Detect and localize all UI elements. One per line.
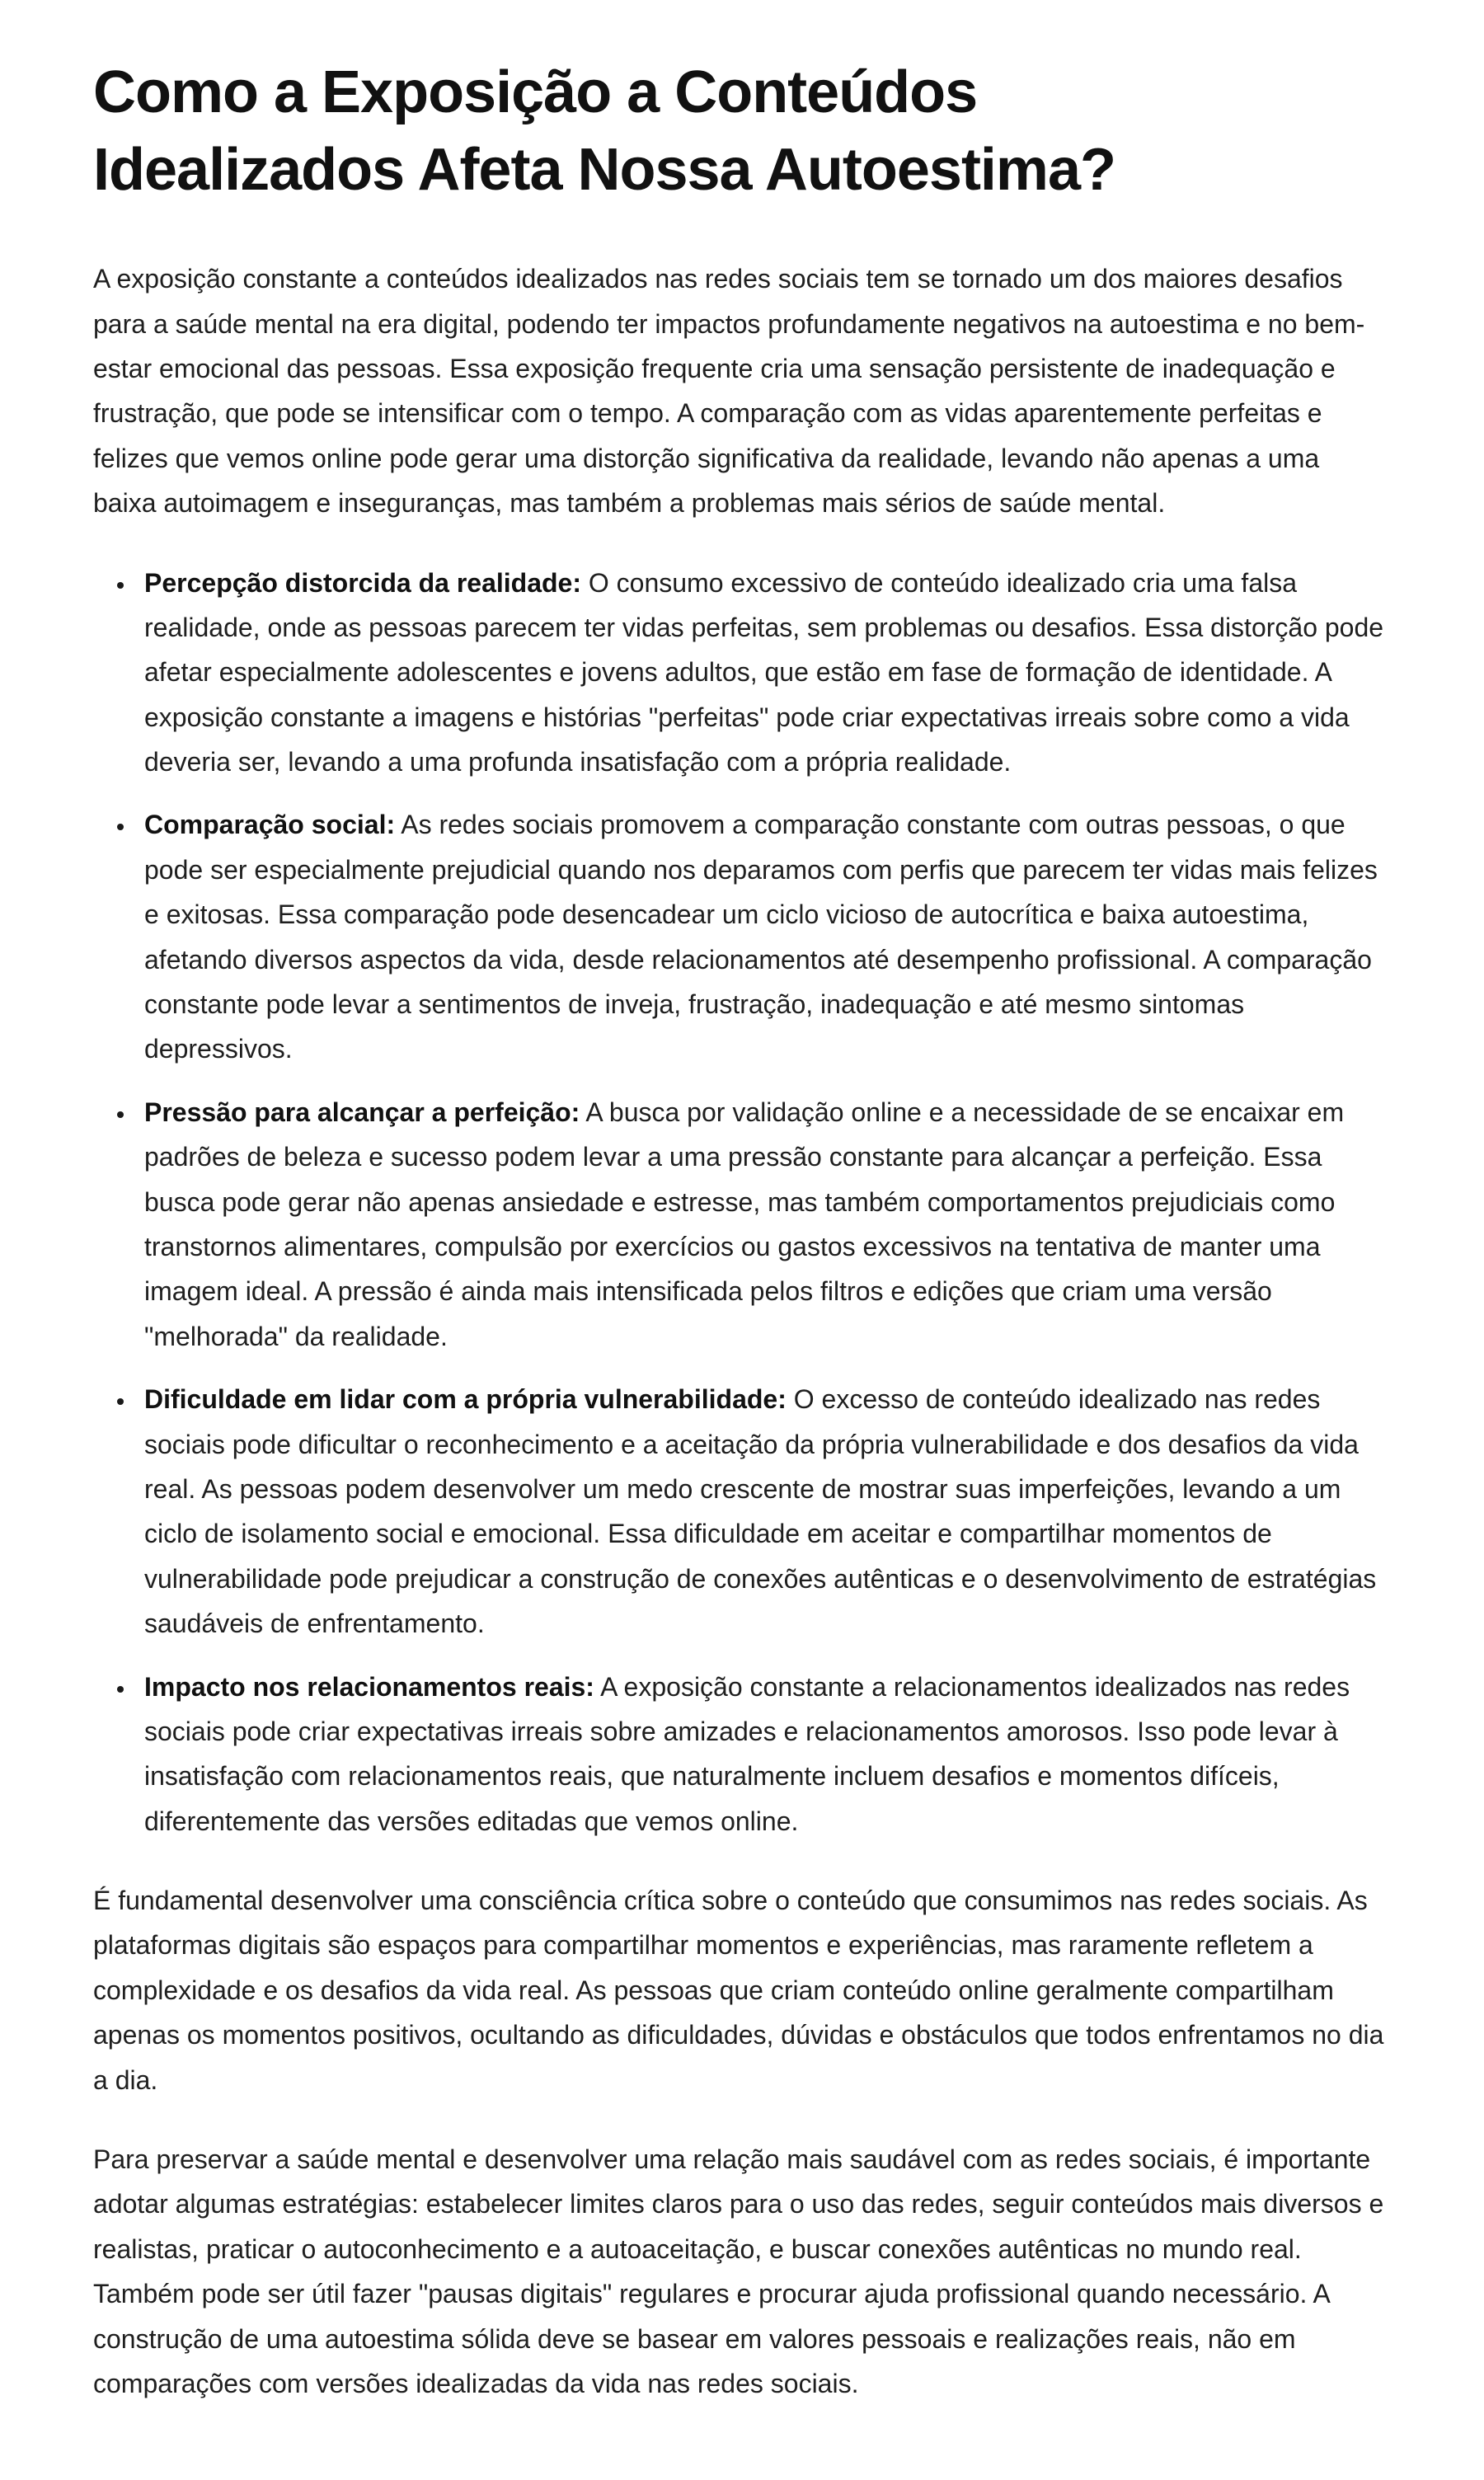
closing-paragraph-strategies: Para preservar a saúde mental e desenvolver uma relação mais saudável com as redes sociais, é importante adotar algumas estratégias: estabelecer limites claros para o uso das redes, seguir conteúdos mais diversos e realistas, praticar o autoconhecimento e a autoaceitação, e buscar conexões autênticas no mundo real. Também pode ser útil fazer "pausas digitais" regulares e procurar ajuda profissional quando necessário. A construção de uma autoestima sólida deve se basear em valores pessoais e realizações reais, não em comparações com versões idealizadas da vida nas redes sociais.	[93, 2144, 1384, 2398]
list-item-social-comparison	[136, 802, 1389, 1071]
list-item-perfection-pressure	[136, 1090, 1389, 1359]
list-item-lead: Impacto nos relacionamentos reais:	[144, 1671, 594, 1702]
impact-list	[93, 561, 1389, 1844]
list-item-text: A exposição constante a relacionamentos idealizados nas redes sociais pode criar expectativas irreais sobre amizades e relacionamentos amorosos. Isso pode levar à insatisfação com relacionamentos reais, que naturalmente incluem desafios e momentos difíceis, diferentemente das versões editadas que vemos online.	[144, 1671, 1350, 1836]
list-item-text: O excesso de conteúdo idealizado nas redes sociais pode dificultar o reconhecimento e a aceitação da própria vulnerabilidade e dos desafios da vida real. As pessoas podem desenvolver um medo crescente de mostrar suas imperfeições, levando a um ciclo de isolamento social e emocional. Essa dificuldade em aceitar e compartilhar momentos de vulnerabilidade pode prejudicar a construção de conexões autênticas e o desenvolvimento de estratégias saudáveis de enfrentamento.	[144, 1384, 1377, 1639]
list-item-lead: Pressão para alcançar a perfeição:	[144, 1097, 580, 1127]
list-item-lead: Comparação social:	[144, 810, 396, 840]
list-item-text: A busca por validação online e a necessidade de se encaixar em padrões de beleza e sucesso podem levar a uma pressão constante para alcançar a perfeição. Essa busca pode gerar não apenas ansiedade e estresse, mas também comportamentos prejudiciais como transtornos alimentares, compulsão por exercícios ou gastos excessivos na tentativa de manter uma imagem ideal. A pressão é ainda mais intensificada pelos filtros e edições que criam uma versão "melhorada" da realidade.	[144, 1097, 1345, 1351]
list-item-distorted-perception	[136, 561, 1389, 785]
closing-paragraph-critical-awareness: É fundamental desenvolver uma consciência crítica sobre o conteúdo que consumimos nas redes sociais. As plataformas digitais são espaços para compartilhar momentos e experiências, mas raramente refletem a complexidade e os desafios da vida real. As pessoas que criam conteúdo online geralmente compartilham apenas os momentos positivos, ocultando as dificuldades, dúvidas e obstáculos que todos enfrentamos no dia a dia.	[93, 1886, 1384, 2095]
list-item-text: As redes sociais promovem a comparação constante com outras pessoas, o que pode ser especialmente prejudicial quando nos deparamos com perfis que parecem ter vidas mais felizes e exitosas. Essa comparação pode desencadear um ciclo vicioso de autocrítica e baixa autoestima, afetando diversos aspectos da vida, desde relacionamentos até desempenho profissional. A comparação constante pode levar a sentimentos de inveja, frustração, inadequação e até mesmo sintomas depressivos.	[144, 810, 1378, 1064]
list-item-real-relationships	[136, 1665, 1389, 1844]
list-item-text: O consumo excessivo de conteúdo idealizado cria uma falsa realidade, onde as pessoas parecem ter vidas perfeitas, sem problemas ou desafios. Essa distorção pode afetar especialmente adolescentes e jovens adultos, que estão em fase de formação de identidade. A exposição constante a imagens e histórias "perfeitas" pode criar expectativas irreais sobre como a vida deveria ser, levando a uma profunda insatisfação com a própria realidade.	[144, 567, 1384, 777]
list-item-vulnerability	[136, 1377, 1389, 1646]
list-item-lead: Percepção distorcida da realidade:	[144, 567, 581, 598]
intro-paragraph: A exposição constante a conteúdos idealizados nas redes sociais tem se tornado um dos maiores desafios para a saúde mental na era digital, podendo ter impactos profundamente negativos na autoestima e no bem-estar emocional das pessoas. Essa exposição frequente cria uma sensação persistente de inadequação e frustração, que pode se intensificar com o tempo. A comparação com as vidas aparentemente perfeitas e felizes que vemos online pode gerar uma distorção significativa da realidade, levando não apenas a uma baixa autoimagem e inseguranças, mas também a problemas mais sérios de saúde mental.	[93, 264, 1365, 519]
list-item-lead: Dificuldade em lidar com a própria vulnerabilidade:	[144, 1384, 787, 1415]
page-title: Como a Exposição a Conteúdos Idealizados Afeta Nossa Autoestima?	[93, 59, 1115, 203]
